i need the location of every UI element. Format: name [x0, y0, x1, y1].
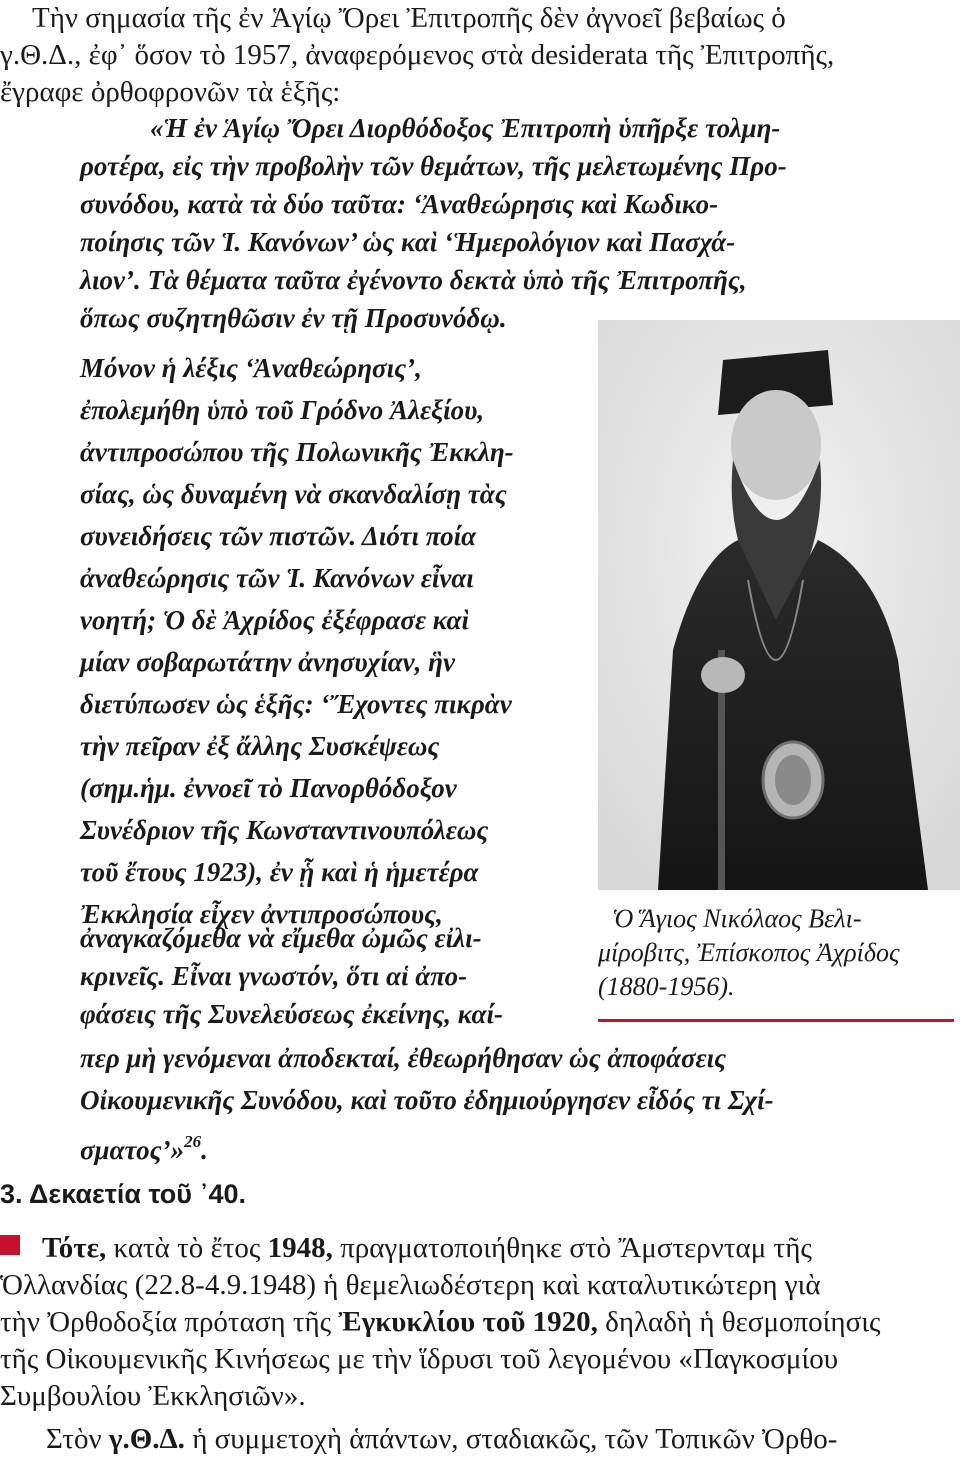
quote-line: μίαν σοβαρωτάτην ἀνησυχίαν, ἣν	[80, 647, 455, 677]
quote-line: σίας, ὡς δυναμένη νὰ σκανδαλίσῃ τὰς	[80, 479, 507, 509]
quote-line: Συνέδριον τῆς Κωνσταντινουπόλεως	[80, 815, 489, 845]
quote-line: ἀναθεώρησις τῶν Ἱ. Κανόνων εἶναι	[80, 563, 474, 593]
section-heading: 3. Δεκαετία τοῦ ᾽40.	[0, 1179, 246, 1209]
para-line-4: τῆς Οἰκουμενικῆς Κινήσεως με τὴν ἵδρυσι τοῦ λεγομένου «Παγκοσμίου	[0, 1343, 839, 1375]
quote-line: νοητή; Ὁ δὲ Ἀχρίδος ἐξέφρασε καὶ	[80, 605, 469, 635]
intro-line-1: Τὴν σημασία τῆς ἐν Ἁγίῳ Ὄρει Ἐπιτροπῆς δὲν ἀγνοεῖ βεβαίως ὁ	[32, 2, 786, 34]
quote-line: ποίησις τῶν Ἱ. Κανόνων’ ὡς καὶ ‘Ἡμερολόγιον καὶ Πασχά-	[80, 227, 736, 257]
quote-line: ἀντιπροσώπου τῆς Πολωνικῆς Ἐκκλη-	[80, 437, 514, 467]
quote-line: «Ἡ ἐν Ἁγίῳ Ὄρει Διορθόδοξος Ἐπιτροπὴ ὑπῆρξε τολμη-	[150, 113, 781, 143]
quote-line: Οἰκουμενικῆς Συνόδου, καὶ τοῦτο ἐδημιούργησεν εἶδός τι Σχί-	[80, 1085, 774, 1115]
quote-line: ὅπως συζητηθῶσιν ἐν τῇ Προσυνόδῳ.	[80, 303, 507, 333]
quote-line: ροτέρα, εἰς τὴν προβολὴν τῶν θεμάτων, τῆς μελετωμένης Προ-	[80, 151, 787, 181]
quote-line: (σημ.ἡμ. ἐννοεῖ τὸ Πανορθόδοξον	[80, 773, 457, 803]
para-line-3: τὴν Ὀρθοδοξία πρόταση τῆς Ἐγκυκλίου τοῦ 1920, δηλαδὴ ἡ θεσμοποίησις	[0, 1306, 881, 1338]
para-line-1: Τότε, κατὰ τὸ ἔτος 1948, πραγματοποιήθηκε στὸ Ἄμστερνταμ τῆς	[42, 1230, 812, 1266]
portrait-image	[598, 320, 960, 890]
quote-line: τὴν πεῖραν ἐξ ἄλλης Συσκέψεως	[80, 731, 440, 761]
quote-line: Μόνον ἡ λέξις ‘Ἀναθεώρησις’,	[80, 353, 422, 383]
quote-line: συνόδου, κατὰ τὰ δύο ταῦτα: ‘Ἀναθεώρησις καὶ Κωδικο-	[80, 189, 719, 219]
quote-line: σματος’»$^{26}$.	[80, 1132, 208, 1165]
footnote-ref: 26	[184, 1132, 202, 1151]
para-line-5: Συμβουλίου Ἐκκλησιῶν».	[0, 1380, 306, 1412]
intro-line-2: γ.Θ.Δ., ἐφ᾽ ὅσον τὸ 1957, ἀναφερόμενος στὰ desiderata τῆς Ἐπιτροπῆς,	[0, 39, 835, 71]
quote-line: περ μὴ γενόμεναι ἀποδεκταί, ἐθεωρήθησαν ὡς ἀποφάσεις	[80, 1043, 727, 1073]
para-line-2: Ὁλλανδίας (22.8-4.9.1948) ἡ θεμελιωδέστερη καὶ καταλυτικώτερη γιὰ	[0, 1269, 821, 1301]
caption-line-3: (1880-1956).	[598, 972, 735, 1001]
quote-line: ἐπολεμήθη ὑπὸ τοῦ Γρόδνο Ἀλεξίου,	[80, 395, 485, 425]
intro-line-3: ἔγραφε ὀρθοφρονῶν τὰ ἑξῆς:	[0, 76, 341, 108]
quote-line: τοῦ ἔτους 1923), ἐν ᾗ καὶ ἡ ἡμετέρα	[80, 857, 479, 887]
quote-line: λιον’. Τὰ θέματα ταῦτα ἐγένοντο δεκτὰ ὑπὸ τῆς Ἐπιτροπῆς,	[80, 265, 747, 295]
caption-line-1: Ὁ Ἅγιος Νικόλαος Βελι-	[612, 904, 862, 933]
quote-line: συνειδήσεις τῶν πιστῶν. Διότι ποία	[80, 521, 477, 551]
bullet-square-icon	[0, 1235, 20, 1255]
quote-line: διετύπωσεν ὡς ἑξῆς: ‘Ἔχοντες πικρὰν	[80, 689, 512, 719]
portrait-photo	[598, 320, 960, 890]
quote-line: κρινεῖς. Εἶναι γνωστόν, ὅτι αἱ ἀπο-	[80, 961, 468, 991]
caption-line-2: μίροβιτς, Ἐπίσκοπος Ἀχρίδος	[598, 938, 900, 967]
caption-rule	[598, 1019, 954, 1022]
para-line-6: Στὸν γ.Θ.Δ. ἡ συμμετοχὴ ἁπάντων, σταδιακῶς, τῶν Τοπικῶν Ὀρθο-	[46, 1423, 838, 1455]
quote-line: Ἐκκλησία εἶχεν ἀντιπροσώπους,	[80, 899, 443, 929]
quote-line: φάσεις τῆς Συνελεύσεως ἐκείνης, καί-	[80, 999, 503, 1029]
quote-line: ἀναγκαζόμεθα νὰ εἴμεθα ὠμῶς εἰλι-	[80, 923, 482, 953]
